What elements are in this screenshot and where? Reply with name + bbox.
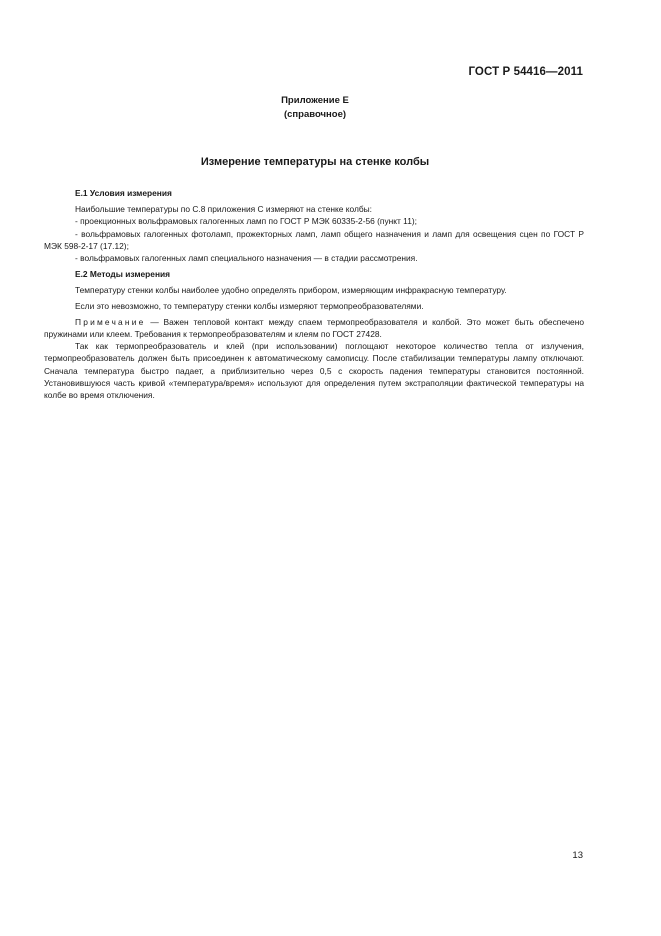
note-label: Примечание: [75, 316, 146, 327]
appendix-heading: [0, 94, 630, 122]
section-e1-heading: Е.1 Условия измерения: [75, 188, 172, 198]
section-e2-paragraph: Если это невозможно, то температуру стенки колбы измеряют термопреобразователями.: [75, 300, 424, 311]
appendix-label: Приложение Е: [281, 95, 349, 106]
section-e2-paragraph: Так как термопреобразователь и клей (при использовании) поглощают некоторое количество тепла от излучения, термопреобразователь должен быть присоединен к автоматическому самописцу. После стабилизации температуры лампу отключают. Сначала температура быстро падает, а приблизительно через 0,5 с скорость падения температуры становится постоянной. Установившуюся часть кривой «температура/время» используют для определения путем экстраполяции фактической температуры на колбе во время отключения.: [44, 341, 584, 401]
standard-number: ГОСТ Р 54416—2011: [468, 66, 583, 78]
document-title: Измерение температуры на стенке колбы: [200, 156, 430, 168]
list-item: - вольфрамовых галогенных ламп специального назначения — в стадии рассмотрения.: [75, 253, 418, 264]
note-text: — Важен тепловой контакт между спаем термопреобразователя и колбой. Это может быть обеспечено пружинами или клеем. Требования к термопреобразователям и клеям по ГОСТ 27428.: [44, 316, 584, 340]
section-e2-paragraph: Температуру стенки колбы наиболее удобно определять прибором, измеряющим инфракрасную температуру.: [75, 285, 507, 296]
section-e2-heading: Е.2 Методы измерения: [75, 269, 171, 280]
section-e1-intro: Наибольшие температуры по С.8 приложения С измеряют на стенке колбы:: [75, 204, 373, 215]
document-body: [44, 187, 584, 401]
page-number: 13: [572, 850, 583, 861]
list-item: - проекционных вольфрамовых галогенных ламп по ГОСТ Р МЭК 60335-2-56 (пункт 11);: [75, 216, 417, 227]
list-item: - вольфрамовых галогенных фотоламп, прожекторных ламп, ламп общего назначения и ламп для освещения сцен по ГОСТ Р МЭК 598-2-17 (17.12);: [44, 228, 584, 251]
note-paragraph: [44, 316, 584, 340]
appendix-kind: (справочное): [283, 109, 347, 120]
